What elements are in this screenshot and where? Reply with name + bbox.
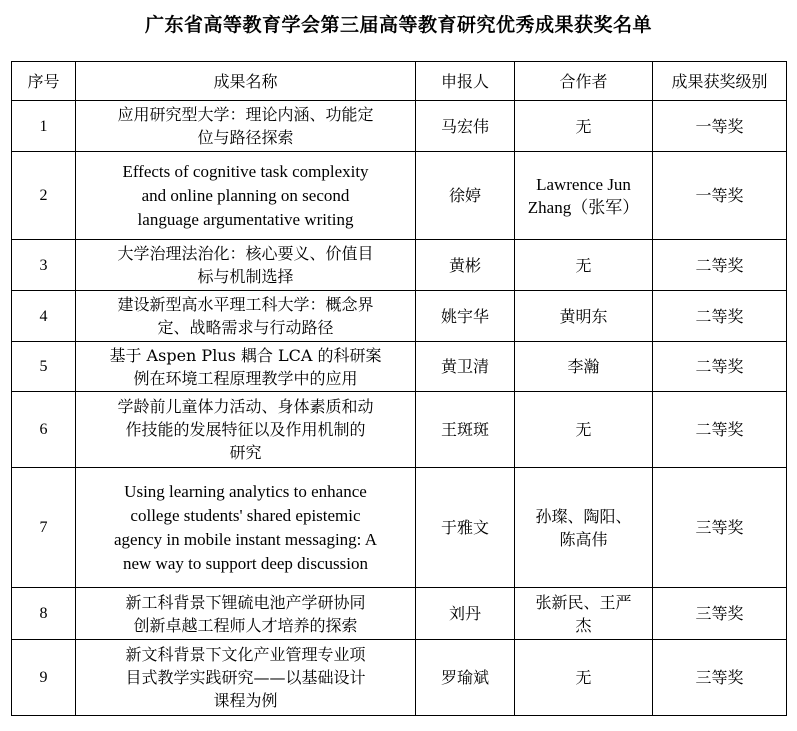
cell-applicant: 黄卫清 bbox=[416, 342, 515, 392]
column-header-name: 成果名称 bbox=[76, 62, 416, 101]
cell-award-level: 二等奖 bbox=[653, 342, 787, 392]
table-row bbox=[12, 101, 787, 152]
table-row bbox=[12, 291, 787, 342]
cell-achievement-name bbox=[76, 240, 416, 291]
collaborator-line: Lawrence Jun bbox=[536, 174, 631, 194]
table-row bbox=[12, 588, 787, 640]
cell-award-level: 二等奖 bbox=[653, 240, 787, 291]
cell-applicant: 马宏伟 bbox=[416, 101, 515, 152]
cell-index: 2 bbox=[12, 152, 76, 240]
table-header-row bbox=[12, 62, 787, 101]
cell-collaborator bbox=[515, 640, 653, 716]
cell-achievement-name bbox=[76, 101, 416, 152]
achievement-name-line: and online planning on second bbox=[141, 185, 350, 205]
collaborator-line: 张新民、王严 bbox=[535, 592, 632, 612]
collaborator-line: 李瀚 bbox=[567, 357, 600, 376]
achievement-name-line: 目式教学实践研究——以基础设计 bbox=[125, 668, 366, 687]
cell-collaborator bbox=[515, 240, 653, 291]
achievement-name-line: 标与机制选择 bbox=[197, 267, 294, 286]
cell-award-level: 三等奖 bbox=[653, 468, 787, 588]
table-row bbox=[12, 152, 787, 240]
collaborator-line: 陈高伟 bbox=[559, 529, 608, 549]
achievement-name-line: 例在环境工程原理教学中的应用 bbox=[133, 368, 358, 388]
cell-index: 7 bbox=[12, 468, 76, 588]
cell-applicant: 于雅文 bbox=[416, 468, 515, 588]
cell-applicant: 刘丹 bbox=[416, 588, 515, 640]
collaborator-line: 黄明东 bbox=[559, 306, 608, 326]
achievement-name-line: Effects of cognitive task complexity bbox=[122, 161, 369, 181]
achievement-name-line: 大学治理法治化：核心要义、价值目 bbox=[117, 244, 374, 263]
cell-achievement-name bbox=[76, 291, 416, 342]
collaborator-line: 无 bbox=[575, 420, 592, 439]
cell-applicant: 罗瑜斌 bbox=[416, 640, 515, 716]
achievement-name-line: Using learning analytics to enhance bbox=[124, 481, 367, 501]
cell-index: 4 bbox=[12, 291, 76, 342]
cell-index: 6 bbox=[12, 392, 76, 468]
cell-collaborator bbox=[515, 588, 653, 640]
cell-achievement-name bbox=[76, 342, 416, 392]
cell-collaborator bbox=[515, 152, 653, 240]
cell-achievement-name bbox=[76, 392, 416, 468]
cell-achievement-name bbox=[76, 152, 416, 240]
column-header-level: 成果获奖级别 bbox=[653, 62, 787, 101]
cell-index: 9 bbox=[12, 640, 76, 716]
achievement-name-line: 定、战略需求与行动路径 bbox=[157, 318, 334, 337]
column-header-applicant: 申报人 bbox=[416, 62, 515, 101]
achievement-name-line: 创新卓越工程师人才培养的探索 bbox=[133, 615, 358, 635]
cell-collaborator bbox=[515, 468, 653, 588]
cell-applicant: 黄彬 bbox=[416, 240, 515, 291]
cell-award-level: 二等奖 bbox=[653, 392, 787, 468]
achievement-name-line: 作技能的发展特征以及作用机制的 bbox=[125, 420, 366, 439]
award-list-table bbox=[11, 61, 787, 716]
cell-award-level: 三等奖 bbox=[653, 640, 787, 716]
page-title: 广东省高等教育学会第三届高等教育研究优秀成果获奖名单 bbox=[144, 14, 652, 36]
cell-collaborator bbox=[515, 392, 653, 468]
achievement-name-line: language argumentative writing bbox=[137, 209, 354, 229]
achievement-name-line: new way to support deep discussion bbox=[122, 553, 369, 573]
cell-collaborator bbox=[515, 101, 653, 152]
achievement-name-line: college students' shared epistemic bbox=[130, 505, 361, 525]
achievement-name-line: 研究 bbox=[229, 443, 262, 462]
achievement-name-line: 学龄前儿童体力活动、身体素质和动 bbox=[117, 397, 374, 416]
column-header-index: 序号 bbox=[12, 62, 76, 101]
cell-index: 1 bbox=[12, 101, 76, 152]
cell-index: 8 bbox=[12, 588, 76, 640]
table-row bbox=[12, 342, 787, 392]
collaborator-line: 无 bbox=[575, 255, 592, 275]
achievement-name-line: 新文科背景下文化产业管理专业项 bbox=[125, 645, 366, 664]
cell-award-level: 一等奖 bbox=[653, 101, 787, 152]
cell-award-level: 一等奖 bbox=[653, 152, 787, 240]
cell-award-level: 二等奖 bbox=[653, 291, 787, 342]
collaborator-line: Zhang（张军） bbox=[527, 197, 640, 217]
cell-applicant: 徐婷 bbox=[416, 152, 515, 240]
collaborator-line: 无 bbox=[575, 116, 592, 136]
table-body bbox=[12, 101, 787, 716]
collaborator-line: 无 bbox=[575, 668, 592, 687]
table-row bbox=[12, 468, 787, 588]
cell-collaborator bbox=[515, 342, 653, 392]
table-row bbox=[12, 640, 787, 716]
cell-applicant: 姚宇华 bbox=[416, 291, 515, 342]
cell-achievement-name bbox=[76, 588, 416, 640]
achievement-name-line: 应用研究型大学：理论内涵、功能定 bbox=[117, 105, 374, 124]
achievement-name-line: 位与路径探索 bbox=[197, 128, 294, 147]
cell-applicant: 王斑斑 bbox=[416, 392, 515, 468]
cell-index: 5 bbox=[12, 342, 76, 392]
collaborator-line: 杰 bbox=[575, 615, 592, 635]
achievement-name-line: 课程为例 bbox=[213, 691, 278, 710]
table-row bbox=[12, 240, 787, 291]
cell-achievement-name bbox=[76, 468, 416, 588]
cell-index: 3 bbox=[12, 240, 76, 291]
achievement-name-line: 新工科背景下锂硫电池产学研协同 bbox=[125, 592, 366, 612]
achievement-name-line: 建设新型高水平理工科大学：概念界 bbox=[117, 295, 374, 314]
achievement-name-line: agency in mobile instant messaging: A bbox=[114, 529, 377, 549]
cell-collaborator bbox=[515, 291, 653, 342]
achievement-name-line: 基于 Aspen Plus 耦合 LCA 的科研案 bbox=[109, 345, 382, 365]
cell-achievement-name bbox=[76, 640, 416, 716]
table-row bbox=[12, 392, 787, 468]
column-header-collaborator: 合作者 bbox=[515, 62, 653, 101]
collaborator-line: 孙璨、陶阳、 bbox=[535, 506, 632, 526]
cell-award-level: 三等奖 bbox=[653, 588, 787, 640]
